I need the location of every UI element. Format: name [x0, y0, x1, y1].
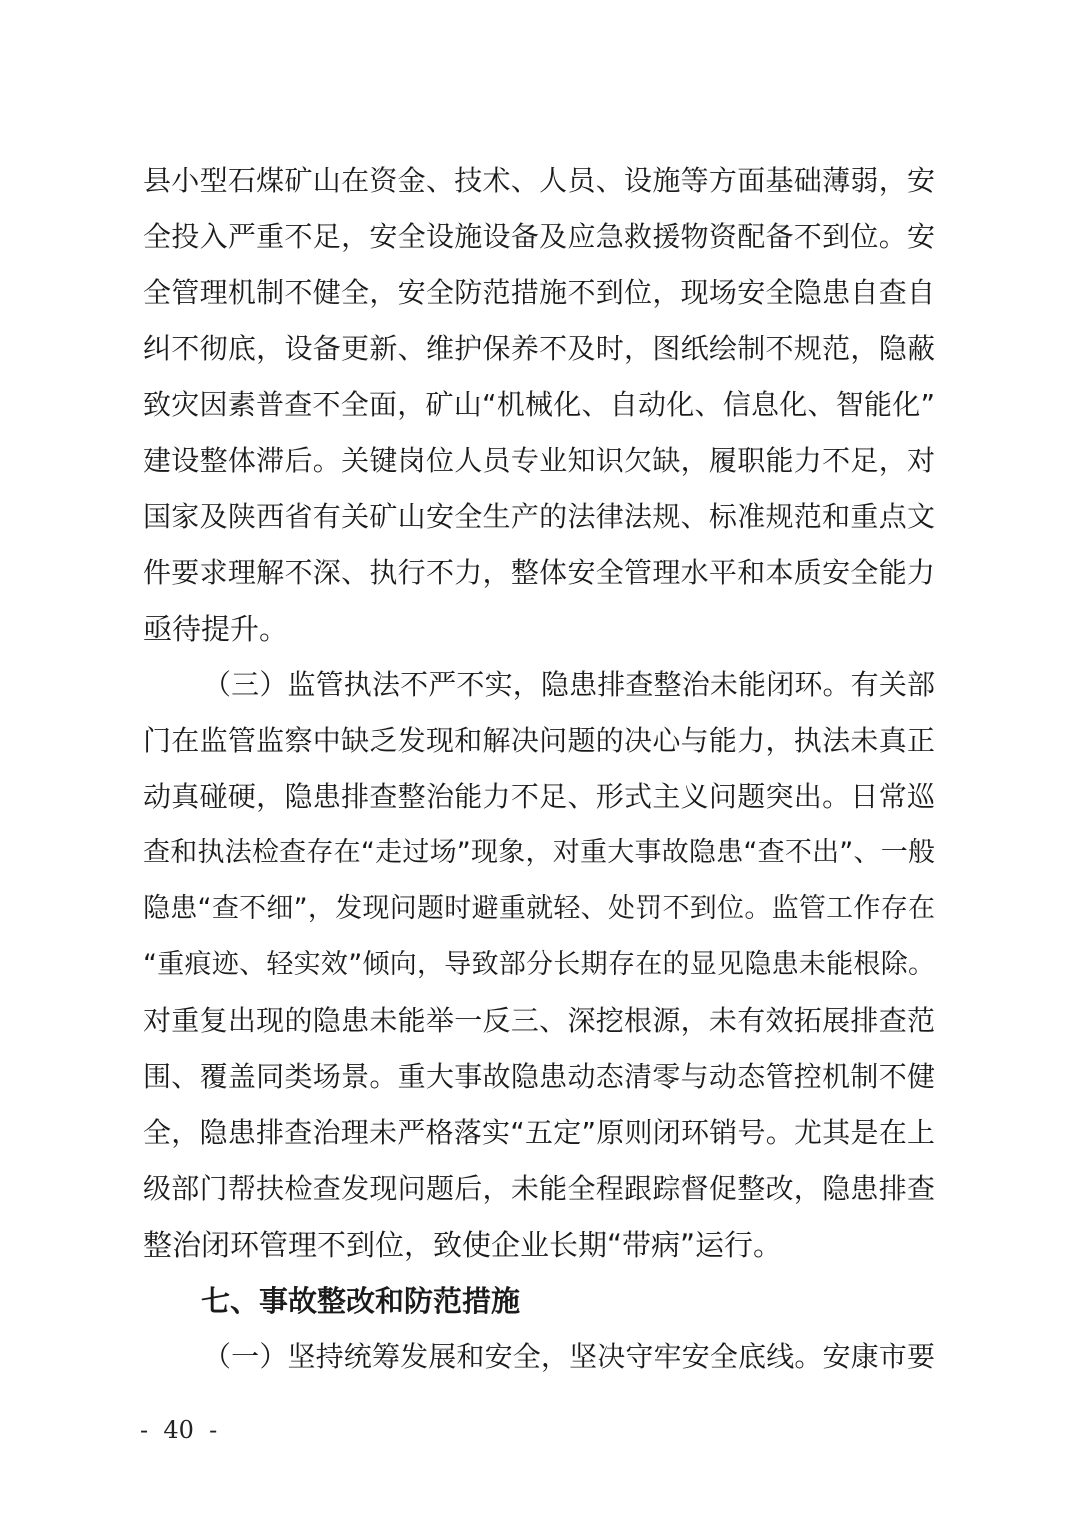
body-line-3: 全管理机制不健全，安全防范措施不到位，现场安全隐患自查自	[143, 276, 935, 309]
body-line-2: 全投入严重不足，安全设施设备及应急救援物资配备不到位。安	[143, 220, 935, 253]
body-line-14: 隐患“查不细”，发现问题时避重就轻、处罚不到位。监管工作存在	[143, 893, 935, 924]
section-heading: 七、事故整改和防范措施	[201, 1284, 521, 1318]
body-line-15: “重痕迹、轻实效”倾向，导致部分长期存在的显见隐患未能根除。	[143, 949, 935, 980]
body-line-20: 整治闭环管理不到位，致使企业长期“带病”运行。	[143, 1228, 783, 1262]
body-line-13: 查和执法检查存在“走过场”现象，对重大事故隐患“查不出”、一般	[143, 837, 935, 868]
body-line-8: 件要求理解不深、执行不力，整体安全管理水平和本质安全能力	[143, 556, 935, 589]
body-line-4: 纠不彻底，设备更新、维护保养不及时，图纸绘制不规范，隐蔽	[143, 332, 935, 365]
body-line-22: （一）坚持统筹发展和安全，坚决守牢安全底线。安康市要	[203, 1340, 935, 1373]
body-line-12: 动真碰硬，隐患排查整治能力不足、形式主义问题突出。日常巡	[143, 780, 935, 813]
page-number: - 40 -	[140, 1416, 218, 1444]
body-line-17: 围、覆盖同类场景。重大事故隐患动态清零与动态管控机制不健	[143, 1060, 935, 1093]
body-line-16: 对重复出现的隐患未能举一反三、深挖根源，未有效拓展排查范	[143, 1004, 935, 1037]
body-line-9: 亟待提升。	[143, 612, 289, 646]
body-line-6: 建设整体滞后。关键岗位人员专业知识欠缺，履职能力不足，对	[143, 444, 935, 477]
body-line-11: 门在监管监察中缺乏发现和解决问题的决心与能力，执法未真正	[143, 724, 935, 757]
body-line-19: 级部门帮扶检查发现问题后，未能全程跟踪督促整改，隐患排查	[143, 1172, 935, 1205]
body-line-10: （三）监管执法不严不实，隐患排查整治未能闭环。有关部	[203, 668, 935, 701]
body-line-1: 县小型石煤矿山在资金、技术、人员、设施等方面基础薄弱，安	[143, 164, 935, 197]
body-line-5: 致灾因素普查不全面，矿山“机械化、自动化、信息化、智能化”	[143, 388, 935, 421]
body-line-18: 全，隐患排查治理未严格落实“五定”原则闭环销号。尤其是在上	[143, 1116, 935, 1149]
body-line-7: 国家及陕西省有关矿山安全生产的法律法规、标准规范和重点文	[143, 500, 935, 533]
